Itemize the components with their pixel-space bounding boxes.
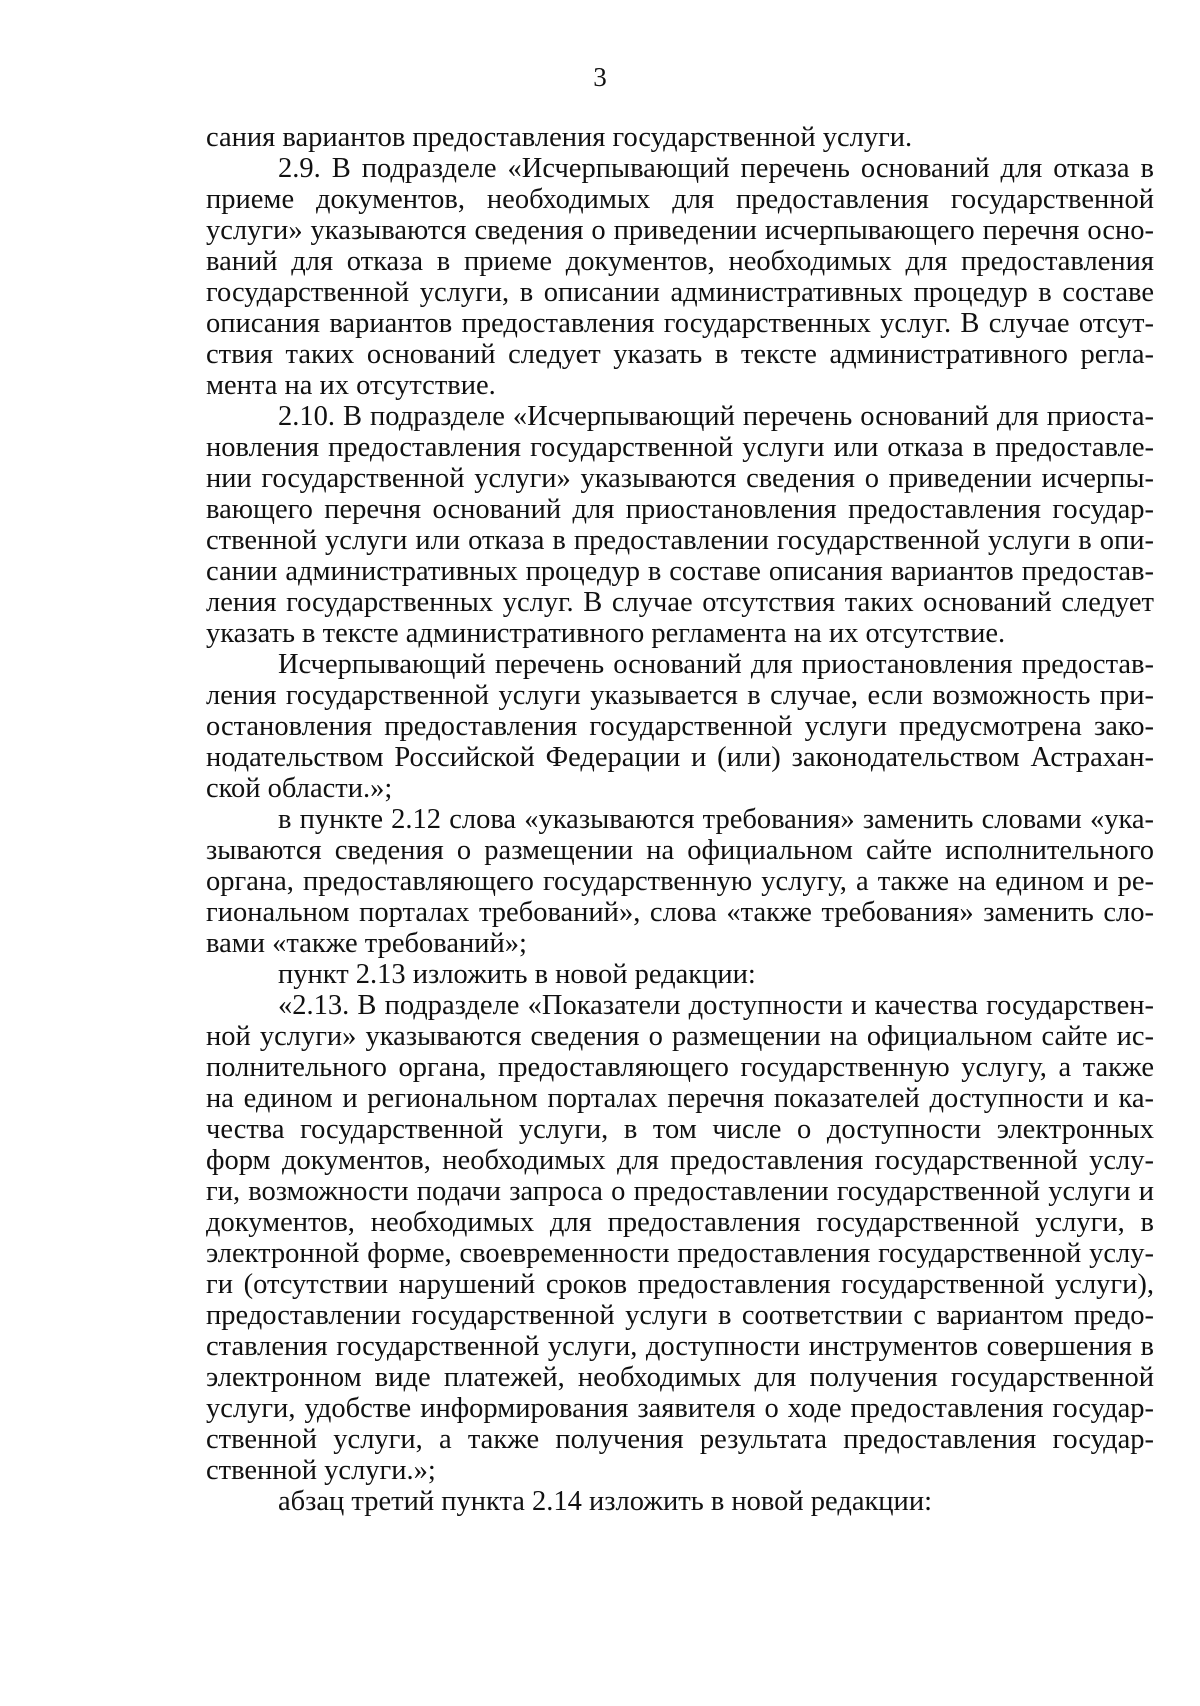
text-line: Исчерпывающий перечень оснований для приостановления предостав- (278, 649, 1154, 680)
text-line: электронном виде платежей, необходимых для получения государственной (206, 1362, 1154, 1393)
text-line: 2.10. В подразделе «Исчерпывающий перечень оснований для приоста- (278, 401, 1154, 432)
text-line: приеме документов, необходимых для предоставления государственной (206, 184, 1154, 215)
text-line: государственной услуги, в описании административных процедур в составе (206, 277, 1154, 308)
text-line: описания вариантов предоставления государственных услуг. В случае отсут- (206, 308, 1154, 339)
text-line: ления государственных услуг. В случае отсутствия таких оснований следует (206, 587, 1154, 618)
text-line: ственной услуги.»; (206, 1455, 436, 1486)
text-line: вающего перечня оснований для приостановления предоставления государ- (206, 494, 1154, 525)
text-line: ственной услуги, а также получения результата предоставления государ- (206, 1424, 1154, 1455)
text-line: «2.13. В подразделе «Показатели доступности и качества государствен- (278, 990, 1154, 1021)
text-line: органа, предоставляющего государственную услугу, а также на едином и ре- (206, 866, 1154, 897)
page-number: 3 (593, 62, 607, 92)
text-line: в пункте 2.12 слова «указываются требования» заменить словами «ука- (278, 804, 1154, 835)
text-line: нодательством Российской Федерации и (или) законодательством Астрахан- (206, 742, 1154, 773)
text-line: ваний для отказа в приеме документов, необходимых для предоставления (206, 246, 1154, 277)
text-line: сания вариантов предоставления государственной услуги. (206, 122, 913, 153)
text-line: чества государственной услуги, в том числе о доступности электронных (206, 1114, 1154, 1145)
text-line: остановления предоставления государственной услуги предусмотрена зако- (206, 711, 1154, 742)
text-line: ги, возможности подачи запроса о предоставлении государственной услуги и (206, 1176, 1154, 1207)
text-line: пункт 2.13 изложить в новой редакции: (278, 959, 756, 990)
text-line: сании административных процедур в составе описания вариантов предостав- (206, 556, 1154, 587)
text-line: абзац третий пункта 2.14 изложить в новой редакции: (278, 1486, 932, 1517)
text-line: указать в тексте административного регламента на их отсутствие. (206, 618, 1006, 649)
text-line: ственной услуги или отказа в предоставлении государственной услуги в опи- (206, 525, 1154, 556)
text-line: новления предоставления государственной услуги или отказа в предоставле- (206, 432, 1154, 463)
text-line: услуги» указываются сведения о приведении исчерпывающего перечня осно- (206, 215, 1154, 246)
text-line: гиональном порталах требований», слова «также требования» заменить сло- (206, 897, 1154, 928)
text-line: ной услуги» указываются сведения о размещении на официальном сайте ис- (206, 1021, 1154, 1052)
text-line: форм документов, необходимых для предоставления государственной услу- (206, 1145, 1154, 1176)
document-body (206, 122, 1154, 1517)
text-line: ставления государственной услуги, доступности инструментов совершения в (206, 1331, 1154, 1362)
text-line: электронной форме, своевременности предоставления государственной услу- (206, 1238, 1154, 1269)
text-line: нии государственной услуги» указываются сведения о приведении исчерпы- (206, 463, 1154, 494)
text-line: ской области.»; (206, 773, 393, 804)
text-line: вами «также требований»; (206, 928, 527, 959)
text-line: услуги, удобстве информирования заявителя о ходе предоставления государ- (206, 1393, 1154, 1424)
text-line: ления государственной услуги указывается в случае, если возможность при- (206, 680, 1154, 711)
text-line: документов, необходимых для предоставления государственной услуги, в (206, 1207, 1154, 1238)
text-line: на едином и региональном порталах перечня показателей доступности и ка- (206, 1083, 1154, 1114)
text-line: ствия таких оснований следует указать в тексте административного регла- (206, 339, 1154, 370)
text-line: зываются сведения о размещении на официальном сайте исполнительного (206, 835, 1154, 866)
text-line: полнительного органа, предоставляющего государственную услугу, а также (206, 1052, 1154, 1083)
text-line: мента на их отсутствие. (206, 370, 496, 401)
text-line: 2.9. В подразделе «Исчерпывающий перечень оснований для отказа в (278, 153, 1154, 184)
text-line: ги (отсутствии нарушений сроков предоставления государственной услуги), (206, 1269, 1154, 1300)
text-line: предоставлении государственной услуги в соответствии с вариантом предо- (206, 1300, 1154, 1331)
